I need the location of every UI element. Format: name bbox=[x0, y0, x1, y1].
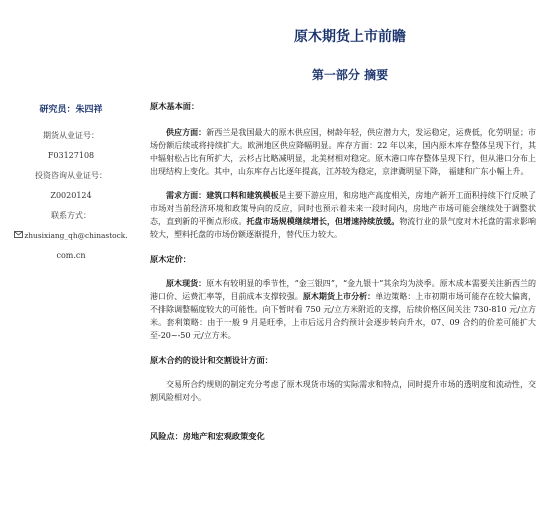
demand-lead: 需求方面： bbox=[166, 191, 207, 200]
cert-label: 期货从业证号： bbox=[43, 131, 99, 140]
price-lead: 原木现货： bbox=[166, 279, 207, 288]
fundamentals-heading: 原木基本面： bbox=[150, 101, 200, 111]
demand-text-2: 物流行业的景气度对木托盘的需求影响较大，塑料托盘的市场份额逐渐提升，替代压力较大。 bbox=[150, 217, 537, 239]
demand-paragraph bbox=[150, 189, 536, 241]
email-icon bbox=[14, 228, 23, 244]
summary-body bbox=[150, 100, 536, 442]
demand-highlight-1: 建筑口料和建筑模板 bbox=[206, 191, 279, 200]
risk-line bbox=[150, 430, 536, 442]
page-title: 原木期货上市前瞻 bbox=[294, 29, 406, 45]
author-sidebar bbox=[10, 102, 132, 264]
cert-number: F03127108 bbox=[47, 151, 95, 160]
price-text-2: 单边策略：上市初期市场可能存在较大偏离，不排除调整幅度较大的可能性。向下暂时看 750 元/立方米附近的支撑，后续价格区间关注 730-810 元/立方米。套利策略：由于一般 9 月是旺季，上市后远月合约预计会逐步转向升水，07、09 合约的价差可能扩大至-20~-50 元/立方米。 bbox=[150, 292, 537, 340]
pricing-heading: 原木定价： bbox=[150, 254, 191, 264]
researcher-name: 研究员：朱四祥 bbox=[39, 105, 103, 115]
supply-lead: 供应方面： bbox=[166, 128, 207, 137]
price-highlight: 原木期货上市分析： bbox=[302, 292, 376, 301]
section-title: 第一部分 摘要 bbox=[311, 68, 389, 82]
email-text-2: com.cn bbox=[56, 251, 86, 260]
price-text-1: 原木有较明显的季节性，“金三银四”，“金九银十”其余均为淡季。原木成本需要关注新西兰的港口价、运费汇率等，目前成本支撑较强。 bbox=[150, 279, 537, 301]
email-link[interactable] bbox=[10, 228, 132, 244]
risk-lead: 风险点： bbox=[150, 431, 183, 441]
risk-text: 房地产和宏观政策变化 bbox=[182, 431, 265, 441]
supply-paragraph bbox=[150, 126, 536, 178]
contract-paragraph: 交易所合约规则的制定充分考虑了原木现货市场的实际需求和特点，同时提升市场的透明度和流动性，交割风险相对小。 bbox=[150, 380, 536, 402]
consult-label: 投资咨询从业证号： bbox=[35, 171, 107, 180]
demand-text-1: 是主要下游应用，和房地产高度相关，房地产新开工面积持续下行反映了市场对当前经济环境和政策导向的反应，同时也预示着未来一段时间内，房地产市场可能会继续处于调整状态，直到新的平衡点形成。 bbox=[150, 191, 537, 226]
pricing-paragraph bbox=[150, 277, 536, 342]
email-text-1: zhusixiang_qh@chinastock. bbox=[24, 231, 128, 240]
demand-highlight-2: 托盘市场规模继续增长，但增速持续放缓。 bbox=[246, 217, 400, 226]
supply-text: 新西兰是我国最大的原木供应国，树龄年轻，供应潜力大，发运稳定，运费低，化劳明显；市场份额后续或将持续扩大。欧洲地区供应降幅明显。库存方面：22 年以来，国内原木库存整体呈现下行，其中辐射松占比有所扩大，云杉占比略减明显，北美材相对稳定。原木港口库存整体呈现下行，但从港口分布上出现结构上变化。其中，山东库存占比逐年提高，江苏较为稳定，京津冀明显下降， 福建和广东小幅上升。 bbox=[150, 128, 537, 176]
contact-label: 联系方式： bbox=[51, 211, 91, 220]
consult-number: Z0020124 bbox=[50, 191, 92, 200]
contract-heading: 原木合约的设计和交割设计方面： bbox=[150, 355, 273, 365]
